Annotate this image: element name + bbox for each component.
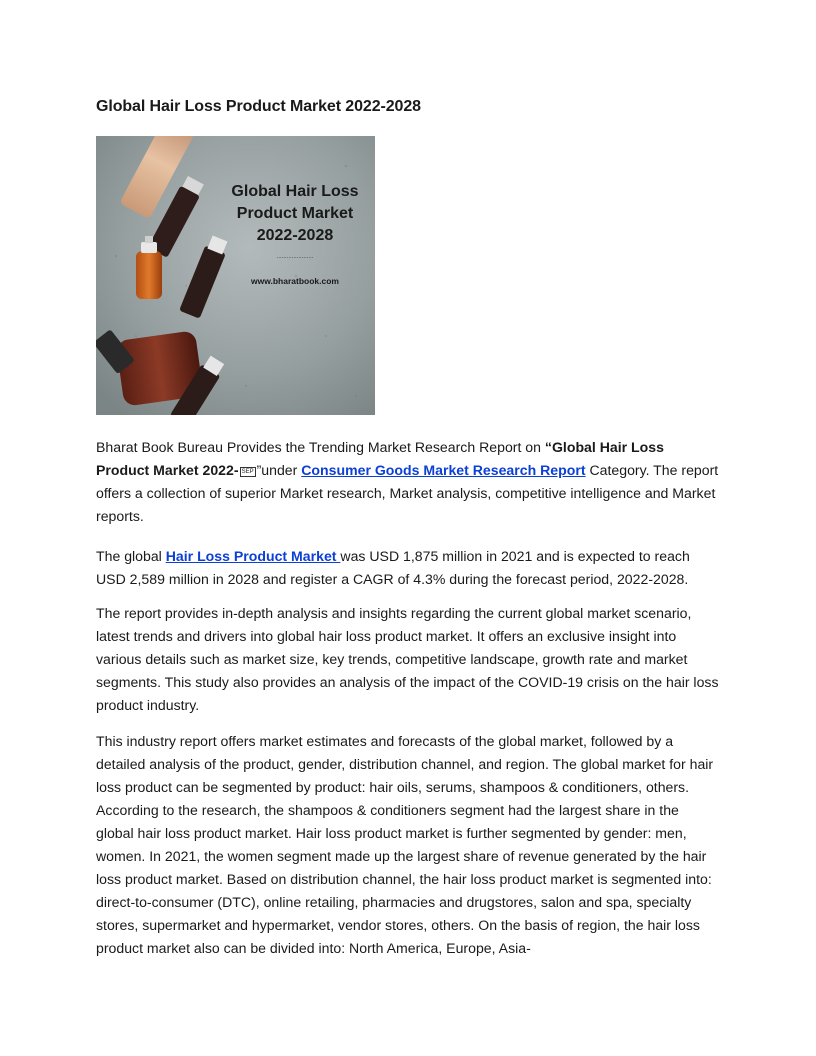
intro-text-a: Bharat Book Bureau Provides the Trending Market Research Report on: [96, 439, 545, 455]
analysis-paragraph: The report provides in-depth analysis and insights regarding the current global market scenario, latest trends and drivers into global hair loss product market. It offers an exclusive insight into various details such as market size, key trends, competitive landscape, growth rate and market segments. This study also provides an analysis of the impact of the COVID-19 crisis on the hair loss product industry.: [96, 605, 719, 713]
hero-website: www.bharatbook.com: [250, 276, 340, 286]
page-title: Global Hair Loss Product Market 2022-2028: [96, 98, 421, 115]
hero-dots: ......................: [276, 254, 314, 260]
hero-headline-line1: Global Hair Loss: [231, 183, 359, 200]
sep-glyph: SEP: [241, 469, 254, 475]
intro-paragraph: [96, 436, 720, 528]
intro-text-b: ”under: [256, 462, 302, 478]
report-name: “Global Hair Loss Product Market 2022-: [96, 439, 664, 478]
market-text-a: The global: [96, 548, 166, 564]
hero-headline-line3: 2022-2028: [256, 227, 334, 244]
consumer-goods-link[interactable]: Consumer Goods Market Research Report: [301, 462, 586, 478]
hero-image: [96, 136, 375, 415]
market-text-b: was USD 1,875 million in 2021 and is expected to reach USD 2,589 million in 2028 and register a CAGR of 4.3% during the forecast period, 2022-2028.: [96, 548, 690, 587]
hero-headline-line2: Product Market: [236, 205, 354, 222]
segmentation-paragraph: This industry report offers market estimates and forecasts of the global market, followed by a detailed analysis of the product, gender, distribution channel, and region. The global market for hair loss product can be segmented by product: hair oils, serums, shampoos & conditioners, others. According to the research, the shampoos & conditioners segment had the largest share in the global hair loss product market. Hair loss product market is further segmented by gender: men, women. In 2021, the women segment made up the largest share of revenue generated by the hair loss product market. Based on distribution channel, the hair loss product market is segmented into: direct-to-consumer (DTC), online retailing, pharmacies and drugstores, salon and spa, specialty stores, supermarket and hypermarket, vendor stores, others. On the basis of region, the hair loss product market also can be divided into: North America, Europe, Asia-: [96, 733, 714, 956]
hair-loss-product-market-link[interactable]: Hair Loss Product Market: [165, 548, 341, 564]
intro-text-c: Category. The report offers a collection of superior Market research, Market analysis, competitive intelligence and Market reports.: [96, 462, 719, 524]
market-size-paragraph: [96, 545, 720, 591]
